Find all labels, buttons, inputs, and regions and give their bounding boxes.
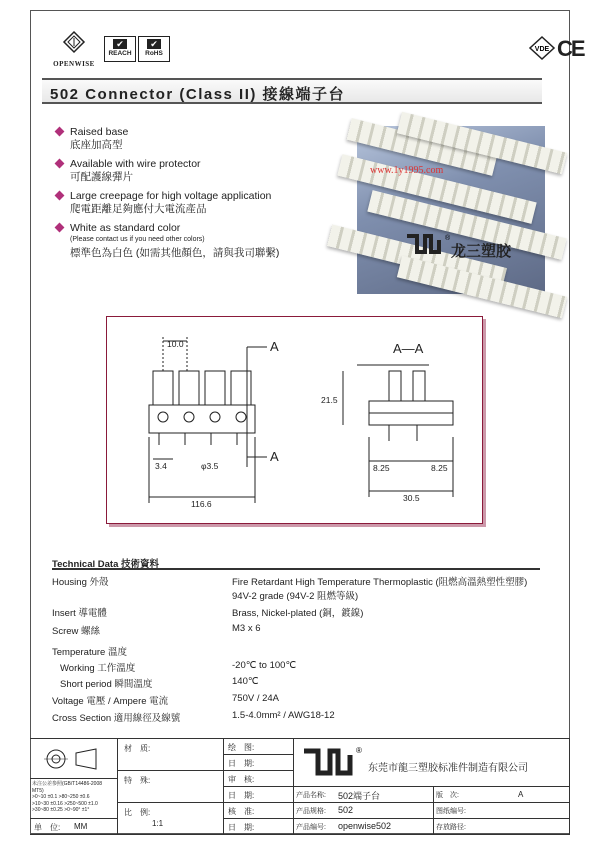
- unit-cell: 单 位: MM: [30, 819, 118, 835]
- reach-badge: ✔ REACH: [104, 36, 136, 62]
- certification-marks: [529, 36, 584, 65]
- technical-drawing: [106, 316, 483, 524]
- title-bar: [42, 78, 542, 104]
- company-logo-icon: [300, 743, 364, 783]
- product-spec: 502: [338, 805, 354, 815]
- brand-text: OPENWISE: [53, 60, 95, 68]
- check-icon: ✔: [113, 39, 127, 49]
- dim-height: 21.5: [321, 395, 338, 405]
- ce-mark: CE: [557, 36, 584, 61]
- side-view-title: A—A: [393, 341, 424, 356]
- title-block: 未注公差参照(GB/T14486-2008 MT5) >0~10 ±0.1 >80~250 ±0.6 >10~30 ±0.16 >250~500 ±1.0 >30~80 ±0.25 >0~90° ±1° 单 位: MM 材 质: 特 殊: 比 例: 1:1 绘 图: 日 期: 审 核: 日 期: 核 准: 日 期: ® 东莞市龍三塑胶标准件制造有限公司 产品名称: 502端子台 产品规格: 502 产品编号: openwise502 版 次: A 图纸编号: 存放路径:: [30, 738, 570, 835]
- svg-text:VDE: VDE: [534, 46, 550, 53]
- product-code: openwise502: [338, 821, 392, 831]
- dim-right: 8.25: [431, 463, 448, 473]
- version: A: [518, 790, 524, 799]
- page-title: 502 Connector (Class II) 接線端子台: [50, 86, 346, 103]
- company-name: 东莞市龍三塑胶标准件制造有限公司: [368, 763, 528, 774]
- bullet-icon: [55, 159, 65, 169]
- vde-mark-icon: [529, 36, 555, 60]
- dim-pitch: 10.0: [167, 339, 184, 349]
- openwise-logo: [44, 30, 104, 68]
- section-label-bottom: A: [270, 449, 279, 464]
- feature-item: Raised base 底座加高型: [56, 126, 356, 151]
- dim-d2: φ3.5: [201, 461, 219, 471]
- projection-icon: [30, 739, 116, 777]
- material-cell: 材 质:: [118, 739, 224, 771]
- product-name: 502端子台: [338, 791, 381, 801]
- divider: [52, 568, 540, 570]
- bullet-icon: [55, 191, 65, 201]
- photo-brand: ® 龙三塑胶: [405, 232, 545, 264]
- section-label-top: A: [270, 339, 279, 354]
- scale-cell: 比 例: 1:1: [118, 803, 224, 835]
- check-icon: ✔: [147, 39, 161, 49]
- projection-symbol-cell: [30, 739, 118, 779]
- company-cell: [294, 739, 570, 787]
- svg-text:®: ®: [445, 235, 451, 242]
- watermark-text: www.1y1995.com: [370, 165, 444, 176]
- dim-d1: 3.4: [155, 461, 167, 471]
- bullet-icon: [55, 223, 65, 233]
- drawing-svg: [107, 317, 482, 523]
- special-cell: 特 殊:: [118, 771, 224, 803]
- dim-side-width: 30.5: [403, 493, 420, 503]
- feature-item: Large creepage for high voltage application 爬電距離足夠應付大電流產品: [56, 190, 356, 215]
- feature-item: White as standard color (Please contact us if you need other colors) 標準色為白色 (如需其他顏色，請與我司聯繫): [56, 222, 356, 259]
- openwise-emblem-icon: [62, 30, 86, 54]
- svg-text:®: ®: [356, 746, 362, 755]
- dim-width: 116.6: [191, 499, 212, 509]
- tech-heading: Technical Data 技術資料: [52, 559, 159, 570]
- bullet-icon: [55, 127, 65, 137]
- product-photo: [357, 126, 545, 294]
- feature-item: Available with wire protector 可配護線彈片: [56, 158, 356, 183]
- feature-list: [56, 126, 356, 266]
- longsan-logo-icon: [405, 232, 449, 262]
- rohs-badge: ✔ RoHS: [138, 36, 170, 62]
- dim-left: 8.25: [373, 463, 390, 473]
- tolerance-cell: 未注公差参照(GB/T14486-2008 MT5) >0~10 ±0.1 >80~250 ±0.6 >10~30 ±0.16 >250~500 ±1.0 >30~80 ±0.25 >0~90° ±1°: [30, 779, 118, 819]
